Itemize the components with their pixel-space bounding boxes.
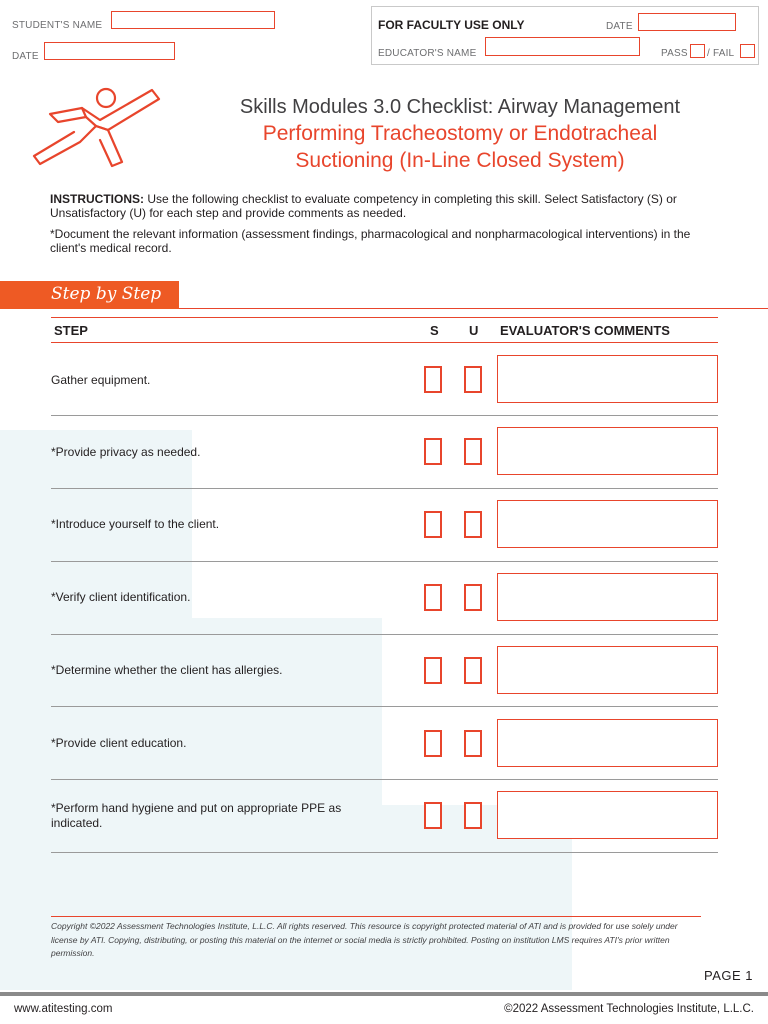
satisfactory-checkbox[interactable]: [424, 511, 442, 538]
fail-label: / FAIL: [707, 48, 735, 59]
header-s: S: [430, 323, 439, 338]
skill-title-line-2: Suctioning (In-Line Closed System): [295, 149, 625, 172]
unsatisfactory-checkbox[interactable]: [464, 730, 482, 757]
row-divider: [51, 561, 718, 562]
satisfactory-checkbox[interactable]: [424, 366, 442, 393]
evaluator-comment-field[interactable]: [497, 355, 718, 403]
pass-label: PASS: [661, 48, 688, 59]
step-text: Gather equipment.: [51, 373, 151, 387]
header-step: STEP: [54, 323, 88, 338]
instructions-label: INSTRUCTIONS:: [50, 192, 144, 206]
row-divider: [51, 488, 718, 489]
step-text: *Provide privacy as needed.: [51, 445, 201, 459]
background-tint: [0, 430, 192, 990]
header-rule: [51, 342, 718, 343]
header-comments: EVALUATOR'S COMMENTS: [500, 323, 670, 338]
instructions-text: Use the following checklist to evaluate competency in completing this skill. Select Satisfactory (S) or Unsatisfactory (U) for each step and provide comments as needed.: [50, 192, 677, 220]
satisfactory-checkbox[interactable]: [424, 657, 442, 684]
row-divider: [51, 706, 718, 707]
unsatisfactory-checkbox[interactable]: [464, 657, 482, 684]
pass-checkbox[interactable]: [690, 44, 705, 58]
step-text: *Provide client education.: [51, 736, 187, 750]
satisfactory-checkbox[interactable]: [424, 438, 442, 465]
checklist-title: Skills Modules 3.0 Checklist: Airway Management: [239, 96, 681, 118]
header-u: U: [469, 323, 479, 338]
evaluator-comment-field[interactable]: [497, 791, 718, 839]
student-name-field[interactable]: [111, 11, 275, 29]
table-top-rule: [51, 317, 718, 318]
skill-title-line-1: Performing Tracheostomy or Endotracheal: [262, 122, 658, 145]
step-by-step-banner: [0, 281, 179, 309]
company-copyright: ©2022 Assessment Technologies Institute, L.L.C.: [504, 1003, 754, 1015]
unsatisfactory-checkbox[interactable]: [464, 366, 482, 393]
evaluator-comment-field[interactable]: [497, 427, 718, 475]
educator-name-field[interactable]: [485, 37, 640, 56]
step-text: *Verify client identification.: [51, 590, 191, 604]
fail-checkbox[interactable]: [740, 44, 755, 58]
website-link[interactable]: www.atitesting.com: [14, 1003, 113, 1015]
row-divider: [51, 415, 718, 416]
instructions: [50, 192, 700, 255]
step-text: *Perform hand hygiene and put on appropriate PPE as indicated.: [51, 801, 342, 830]
documentation-note: *Document the relevant information (assessment findings, pharmacological and nonpharmacological interventions) in the client's medical record.: [50, 227, 691, 255]
step-by-step-label: Step by Step: [51, 284, 162, 304]
instructions-paragraph: [50, 192, 700, 220]
satisfactory-checkbox[interactable]: [424, 584, 442, 611]
skill-title: [200, 120, 720, 174]
unsatisfactory-checkbox[interactable]: [464, 511, 482, 538]
copyright-notice: Copyright ©2022 Assessment Technologies Institute, L.L.C. All rights reserved. This resource is copyright protected material of ATI and is provided for use solely under license by ATI. Copying, distributing, or posting this material on the internet or social media is strictly prohibited. Posting on institution LMS requires ATI's prior written permission.: [51, 921, 678, 958]
row-divider: [51, 634, 718, 635]
faculty-date-field[interactable]: [638, 13, 736, 31]
row-divider: [51, 852, 718, 853]
student-name-label: STUDENT'S NAME: [12, 20, 103, 31]
unsatisfactory-checkbox[interactable]: [464, 802, 482, 829]
evaluator-comment-field[interactable]: [497, 646, 718, 694]
page-number: PAGE 1: [703, 968, 753, 983]
step-text: *Determine whether the client has allergies.: [51, 663, 283, 677]
copyright-rule: [51, 916, 701, 917]
satisfactory-checkbox[interactable]: [424, 730, 442, 757]
educator-name-label: EDUCATOR'S NAME: [378, 48, 477, 59]
footer-bar: [0, 992, 768, 996]
step-text: *Introduce yourself to the client.: [51, 517, 220, 531]
unsatisfactory-checkbox[interactable]: [464, 584, 482, 611]
student-date-field[interactable]: [44, 42, 175, 60]
evaluator-comment-field[interactable]: [497, 500, 718, 548]
student-date-label: DATE: [12, 51, 39, 62]
banner-rule: [179, 308, 768, 309]
row-divider: [51, 779, 718, 780]
evaluator-comment-field[interactable]: [497, 573, 718, 621]
ati-figure-logo: [30, 84, 165, 176]
satisfactory-checkbox[interactable]: [424, 802, 442, 829]
faculty-date-label: DATE: [606, 21, 633, 32]
unsatisfactory-checkbox[interactable]: [464, 438, 482, 465]
faculty-title: FOR FACULTY USE ONLY: [378, 18, 525, 32]
evaluator-comment-field[interactable]: [497, 719, 718, 767]
